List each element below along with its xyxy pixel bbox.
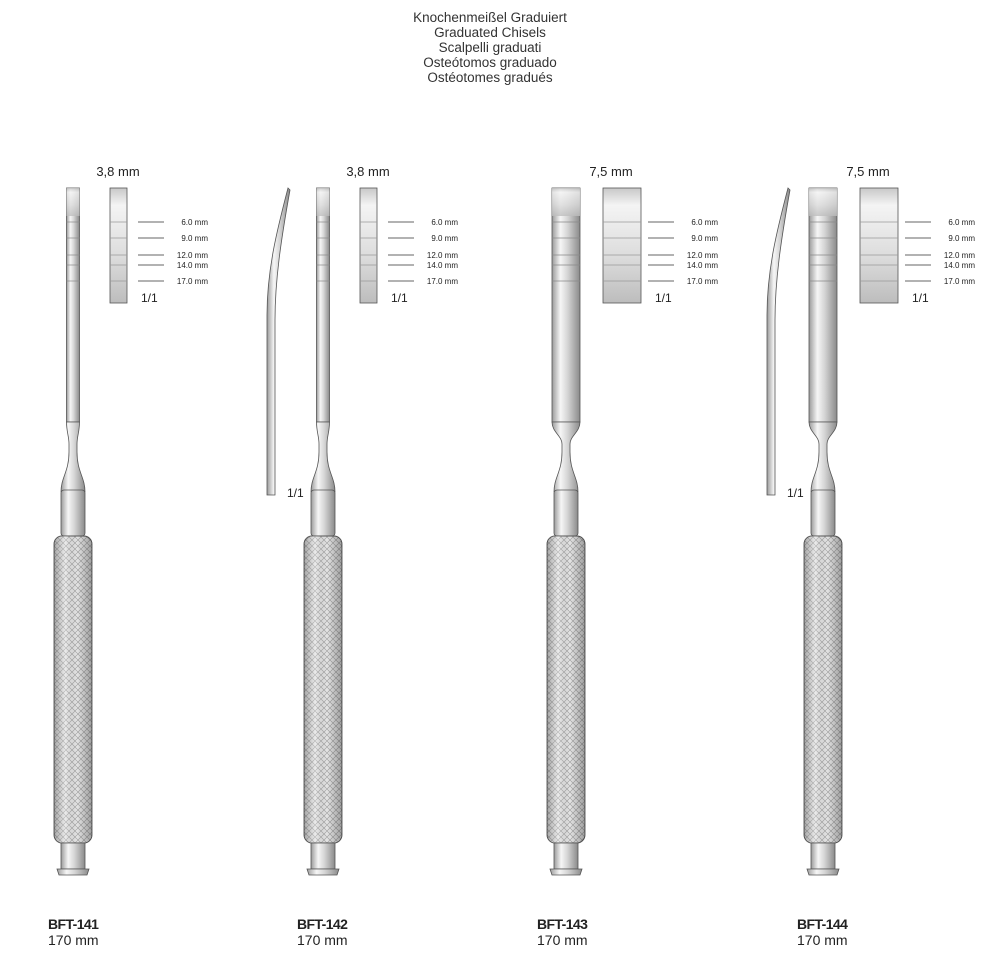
- instrument-bft-141: [54, 164, 208, 875]
- width-label: 3,8 mm: [96, 164, 140, 179]
- scale-view: [110, 188, 127, 303]
- collar: [61, 490, 85, 536]
- side-profile: [767, 188, 790, 495]
- caption-bft-144: [797, 916, 917, 949]
- end-cap: [61, 843, 85, 869]
- handle-shading: [54, 536, 92, 843]
- end-cap: [554, 843, 578, 869]
- blade-tip: [67, 188, 80, 216]
- product-code: BFT-141: [48, 916, 99, 932]
- scale-label: 1/1: [391, 291, 408, 305]
- scale-view: [360, 188, 377, 303]
- graduation-label: 12.0 mm: [176, 251, 208, 260]
- neck: [311, 422, 335, 492]
- blade-tip: [809, 188, 837, 216]
- instrument-bft-144: [767, 164, 975, 875]
- title-line: Graduated Chisels: [434, 25, 546, 40]
- handle-shading: [304, 536, 342, 843]
- graduation-label: 9.0 mm: [691, 234, 718, 243]
- profile-scale-label: 1/1: [287, 486, 304, 500]
- graduation-label: 9.0 mm: [948, 234, 975, 243]
- title-line: Scalpelli graduati: [438, 40, 542, 55]
- end-cap: [811, 843, 835, 869]
- scale-label: 1/1: [655, 291, 672, 305]
- graduation-label: 17.0 mm: [176, 277, 208, 286]
- instrument-bft-142: [267, 164, 458, 875]
- blade: [552, 188, 580, 422]
- graduation-label: 9.0 mm: [431, 234, 458, 243]
- caption-bft-143: [537, 916, 657, 949]
- side-profile: [267, 188, 290, 495]
- blade: [809, 188, 837, 422]
- graduation-label: 14.0 mm: [686, 261, 718, 270]
- graduation-label: 6.0 mm: [948, 218, 975, 227]
- blade-tip: [552, 188, 580, 216]
- graduation-label: 6.0 mm: [431, 218, 458, 227]
- end-cap: [311, 843, 335, 869]
- product-length: 170 mm: [297, 932, 348, 948]
- product-code: BFT-144: [797, 916, 848, 932]
- caption-bft-142: [297, 916, 417, 949]
- handle-shading: [804, 536, 842, 843]
- blade: [317, 188, 330, 422]
- title-line: Ostéotomes gradués: [427, 70, 553, 85]
- end-cap-rim: [550, 869, 582, 875]
- end-cap-rim: [57, 869, 89, 875]
- caption-bft-141: [48, 916, 168, 949]
- product-length: 170 mm: [537, 932, 588, 948]
- scale-label: 1/1: [141, 291, 158, 305]
- handle-shading: [547, 536, 585, 843]
- graduation-label: 14.0 mm: [176, 261, 208, 270]
- graduation-label: 14.0 mm: [943, 261, 975, 270]
- blade-tip: [317, 188, 330, 216]
- product-length: 170 mm: [48, 932, 99, 948]
- graduation-label: 17.0 mm: [686, 277, 718, 286]
- product-length: 170 mm: [797, 932, 848, 948]
- collar: [311, 490, 335, 536]
- graduation-label: 9.0 mm: [181, 234, 208, 243]
- end-cap-rim: [307, 869, 339, 875]
- graduation-label: 14.0 mm: [426, 261, 458, 270]
- scale-label: 1/1: [912, 291, 929, 305]
- collar: [554, 490, 578, 536]
- title-line: Osteótomos graduado: [423, 55, 557, 70]
- scale-view: [603, 188, 641, 303]
- collar: [811, 490, 835, 536]
- width-label: 7,5 mm: [846, 164, 890, 179]
- graduation-label: 6.0 mm: [181, 218, 208, 227]
- instrument-bft-143: [547, 164, 718, 875]
- blade: [67, 188, 80, 422]
- end-cap-rim: [807, 869, 839, 875]
- scale-view: [860, 188, 898, 303]
- product-code: BFT-142: [297, 916, 348, 932]
- profile-scale-label: 1/1: [787, 486, 804, 500]
- graduation-label: 12.0 mm: [943, 251, 975, 260]
- product-code: BFT-143: [537, 916, 588, 932]
- graduation-label: 12.0 mm: [426, 251, 458, 260]
- graduation-label: 17.0 mm: [426, 277, 458, 286]
- graduation-label: 17.0 mm: [943, 277, 975, 286]
- neck: [809, 422, 837, 492]
- graduation-label: 6.0 mm: [691, 218, 718, 227]
- neck: [552, 422, 580, 492]
- width-label: 3,8 mm: [346, 164, 390, 179]
- title-line: Knochenmeißel Graduiert: [413, 10, 567, 25]
- graduation-label: 12.0 mm: [686, 251, 718, 260]
- neck: [61, 422, 85, 492]
- width-label: 7,5 mm: [589, 164, 633, 179]
